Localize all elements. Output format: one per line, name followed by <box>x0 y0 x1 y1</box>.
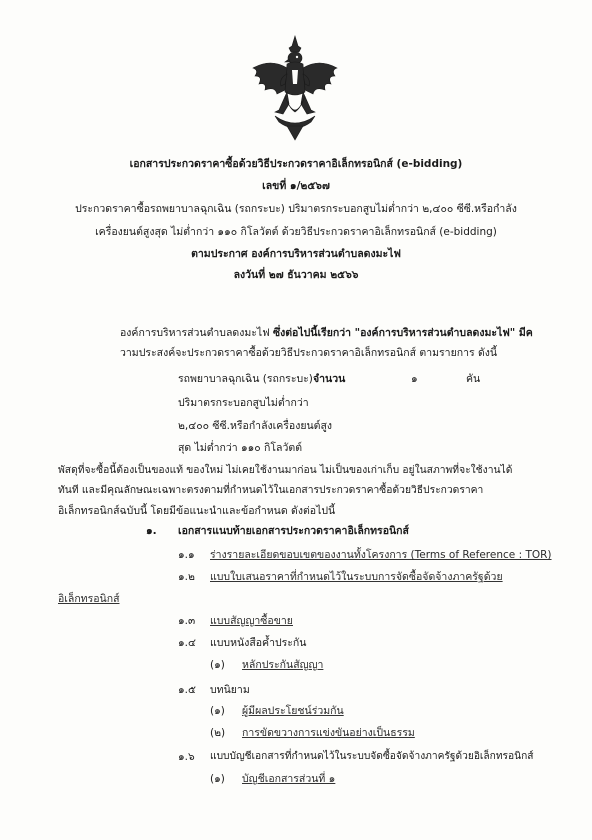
item-1-3-link[interactable]: แบบสัญญาซื้อขาย <box>210 615 293 627</box>
item-1-5-1-number: (๑) <box>210 705 225 717</box>
item-1-6-1-number: (๑) <box>210 773 225 785</box>
item-qty: ๑ <box>411 373 418 385</box>
item-1-4-text: แบบหนังสือค้ำประกัน <box>210 637 307 649</box>
section-1-number: ๑. <box>146 525 157 537</box>
item-unit: คัน <box>466 373 481 385</box>
item-name: รถพยาบาลฉุกเฉิน (รถกระบะ) <box>178 373 313 385</box>
conditions-line-1: พัสดุที่จะซื้อนี้ต้องเป็นของแท้ ของใหม่ ไม่เคยใช้งานมาก่อน ไม่เป็นของเก่าเก็บ อยู่ในสภาพที่จะใช้งานได้ <box>58 464 513 476</box>
item-desc-2: ๒,๔๐๐ ซีซี.หรือกำลังเครื่องยนต์สูง <box>178 420 333 432</box>
item-1-1-link[interactable]: ร่างรายละเอียดขอบเขตของงานทั้งโครงการ (Terms of Reference : TOR) <box>210 549 552 561</box>
conditions-line-2: ทันที และมีคุณลักษณะเฉพาะตรงตามที่กำหนดไว้ในเอกสารประกวดราคาซื้อด้วยวิธีประกวดราคา <box>58 484 484 496</box>
item-1-5-number: ๑.๕ <box>178 684 196 696</box>
item-1-5-2-link[interactable]: การขัดขวางการแข่งขันอย่างเป็นธรรม <box>242 727 415 739</box>
intro-org-name: องค์การบริหารส่วนตำบลดงมะไฟ <box>120 327 273 339</box>
item-1-5-2-number: (๒) <box>210 727 226 739</box>
document-number: เลขที่ ๑/๒๕๖๗ <box>262 180 330 192</box>
item-1-6-text: แบบบัญชีเอกสารที่กำหนดไว้ในระบบจัดซื้อจัดจ้างภาครัฐด้วยอิเล็กทรอนิกส์ <box>210 751 534 762</box>
announcement-line: ตามประกาศ องค์การบริหารส่วนตำบลดงมะไฟ <box>191 248 401 260</box>
item-1-4-1-link[interactable]: หลักประกันสัญญา <box>242 659 324 671</box>
item-1-4-1-number: (๑) <box>210 659 225 671</box>
item-1-2-number: ๑.๒ <box>178 571 195 583</box>
garuda-emblem-icon <box>245 34 345 142</box>
conditions-line-3: อิเล็กทรอนิกส์ฉบับนี้ โดยมีข้อแนะนำและข้อกำหนด ดังต่อไปนี้ <box>58 505 336 517</box>
document-title: เอกสารประกวดราคาซื้อด้วยวิธีประกวดราคาอิเล็กทรอนิกส์ (e-bidding) <box>129 158 463 170</box>
item-1-5-text: บทนิยาม <box>210 684 250 696</box>
intro-definition: ซึ่งต่อไปนี้เรียกว่า "องค์การบริหารส่วนตำบลดงมะไฟ" มีค <box>272 327 533 339</box>
intro-line-1 <box>120 326 533 340</box>
item-1-6-number: ๑.๖ <box>178 751 195 763</box>
subject-line-2: เครื่องยนต์สูงสุด ไม่ต่ำกว่า ๑๑๐ กิโลวัตต์ ด้วยวิธีประกวดราคาอิเล็กทรอนิกส์ (e-bidding) <box>95 226 497 238</box>
item-1-5-1-link[interactable]: ผู้มีผลประโยชน์ร่วมกัน <box>242 705 344 717</box>
subject-line-1: ประกวดราคาซื้อรถพยาบาลฉุกเฉิน (รถกระบะ) ปริมาตรกระบอกสูบไม่ต่ำกว่า ๒,๔๐๐ ซีซี.หรือกำลัง <box>75 203 517 215</box>
announcement-date: ลงวันที่ ๒๗ ธันวาคม ๒๕๖๖ <box>233 269 359 281</box>
item-1-4-number: ๑.๔ <box>178 637 196 649</box>
item-1-2-link-continued[interactable]: อิเล็กทรอนิกส์ <box>58 593 120 605</box>
item-1-1-number: ๑.๑ <box>178 549 195 561</box>
item-1-6-1-link[interactable]: บัญชีเอกสารส่วนที่ ๑ <box>242 773 336 785</box>
item-1-3-number: ๑.๓ <box>178 615 196 627</box>
intro-line-2: วามประสงค์จะประกวดราคาซื้อด้วยวิธีประกวดราคาอิเล็กทรอนิกส์ ตามรายการ ดังนี้ <box>120 347 498 359</box>
item-desc-3: สุด ไม่ต่ำกว่า ๑๑๐ กิโลวัตต์ <box>178 442 303 454</box>
item-desc-1: ปริมาตรกระบอกสูบไม่ต่ำกว่า <box>178 397 309 409</box>
item-qty-label: จำนวน <box>313 373 346 385</box>
item-1-2-link[interactable]: แบบใบเสนอราคาที่กำหนดไว้ในระบบการจัดซื้อจัดจ้างภาครัฐด้วย <box>210 571 503 583</box>
section-1-title: เอกสารแนบท้ายเอกสารประกวดราคาอิเล็กทรอนิกส์ <box>178 525 409 537</box>
